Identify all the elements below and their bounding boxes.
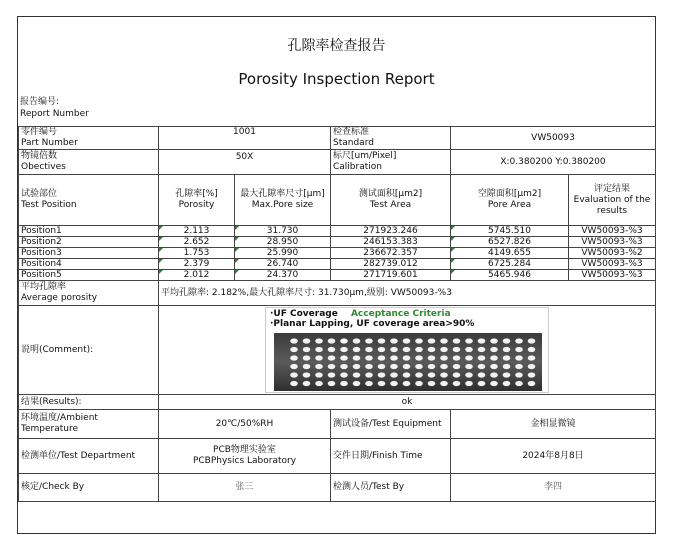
coupon-hole	[340, 372, 348, 377]
col-porosity-en: Porosity	[178, 200, 215, 210]
test-by-value: 李四	[451, 474, 656, 502]
coupon-hole	[403, 364, 411, 369]
equipment-label: 测试设备/Test Equipment	[331, 410, 451, 439]
coupon-hole	[428, 338, 436, 343]
coupon-hole	[378, 355, 386, 360]
coupon-hole	[390, 338, 398, 343]
col-maxpore-header	[235, 175, 331, 226]
equipment-value: 金相显微镜	[451, 410, 656, 439]
acceptance-criteria: Acceptance Criteria	[350, 309, 451, 319]
coupon-hole	[453, 347, 461, 352]
col-maxpore-cn: 最大孔隙率尺寸[μm]	[240, 189, 325, 199]
report-number-en: Report Number	[20, 109, 89, 119]
coupon-hole	[515, 355, 523, 360]
results-value: ok	[159, 395, 656, 410]
col-eval-cn: 评定结果	[593, 183, 630, 194]
uf-coverage-image	[265, 307, 549, 393]
coupon-hole	[340, 381, 348, 386]
coupon-hole	[415, 355, 423, 360]
row-position: Position1	[19, 226, 159, 237]
pcb-coupon-image	[274, 333, 542, 391]
environment-label	[19, 410, 159, 439]
table-row	[19, 237, 656, 248]
coupon-hole	[490, 364, 498, 369]
coupon-hole	[478, 364, 486, 369]
column-header-row	[19, 175, 656, 226]
coupon-hole	[403, 347, 411, 352]
coupon-hole	[390, 355, 398, 360]
col-porearea-header	[451, 175, 569, 226]
coupon-hole	[365, 355, 373, 360]
coupon-hole	[290, 338, 298, 343]
environment-row	[19, 410, 656, 439]
coupon-hole	[490, 381, 498, 386]
row-test-area: 271719.601	[331, 270, 451, 281]
coupon-hole	[403, 338, 411, 343]
col-area-en: Test Area	[369, 200, 412, 210]
department-label: 检测单位/Test Department	[19, 439, 159, 474]
coupon-hole	[303, 338, 311, 343]
coupon-hole	[353, 338, 361, 343]
coupon-hole	[315, 338, 323, 343]
coupon-hole	[528, 381, 536, 386]
coupon-hole	[403, 381, 411, 386]
row-evaluation: VW50093-%3	[569, 226, 656, 237]
coupon-hole	[315, 372, 323, 377]
row-test-area: 246153.383	[331, 237, 451, 248]
coupon-hole	[290, 355, 298, 360]
coupon-hole	[478, 372, 486, 377]
coupon-hole	[415, 347, 423, 352]
coupon-hole	[390, 381, 398, 386]
objectives-label	[19, 150, 159, 175]
col-porosity-cn: 孔隙率[%]	[175, 189, 218, 199]
coupon-hole	[303, 381, 311, 386]
part-number-cn: 零件编号	[21, 127, 58, 137]
coupon-hole	[303, 372, 311, 377]
average-value: 平均孔隙率: 2.182%,最大孔隙率尺寸: 31.730μm,级别: VW50093-%3	[159, 281, 656, 306]
test-by-label: 检测人员/Test By	[331, 474, 451, 502]
coupon-hole	[515, 338, 523, 343]
coupon-hole	[315, 355, 323, 360]
department-value	[159, 439, 331, 474]
coupon-hole	[353, 372, 361, 377]
objectives-row	[19, 150, 656, 175]
coupon-hole	[415, 372, 423, 377]
row-position: Position3	[19, 248, 159, 259]
row-max-pore: 31.730	[235, 226, 331, 237]
col-porearea-cn: 空隙面积[μm2]	[477, 189, 542, 199]
row-position: Position2	[19, 237, 159, 248]
row-position: Position5	[19, 270, 159, 281]
col-area-cn: 测试面积[μm2]	[358, 189, 423, 199]
coupon-hole	[290, 381, 298, 386]
coupon-hole	[315, 364, 323, 369]
coupon-hole	[515, 372, 523, 377]
comment-row	[19, 306, 656, 395]
average-label-cn: 平均孔隙率	[21, 282, 67, 292]
results-row	[19, 395, 656, 410]
coupon-hole	[428, 364, 436, 369]
coupon-hole	[328, 355, 336, 360]
coupon-hole	[290, 347, 298, 352]
col-eval-header	[569, 175, 656, 226]
coupon-hole	[503, 347, 511, 352]
report-number-label	[20, 96, 89, 120]
average-label	[19, 281, 159, 306]
coupon-hole	[478, 355, 486, 360]
report-number-cn: 报告编号:	[20, 97, 60, 107]
row-evaluation: VW50093-%3	[569, 259, 656, 270]
coupon-hole	[340, 355, 348, 360]
coupon-hole	[303, 347, 311, 352]
coupon-hole	[453, 381, 461, 386]
coupon-hole	[478, 338, 486, 343]
table-row	[19, 259, 656, 270]
coupon-hole	[440, 338, 448, 343]
results-label: 结果(Results):	[19, 395, 159, 410]
coupon-hole	[415, 338, 423, 343]
environment-value: 20℃/50%RH	[159, 410, 331, 439]
coupon-hole	[353, 364, 361, 369]
calibration-cn: 标尺[um/Pixel]	[333, 151, 397, 161]
col-eval-en: Evaluation of the results	[573, 194, 651, 216]
standard-cn: 检查标准	[333, 127, 370, 137]
title-chinese: 孔隙率检查报告	[287, 38, 386, 54]
coupon-hole	[528, 355, 536, 360]
coupon-hole	[528, 372, 536, 377]
coupon-hole	[415, 381, 423, 386]
row-max-pore: 24.370	[235, 270, 331, 281]
col-area-header	[331, 175, 451, 226]
department-value-en: PCBPhysics Laboratory	[192, 456, 297, 466]
finish-time-label: 交件日期/Finish Time	[331, 439, 451, 474]
coupon-hole	[453, 338, 461, 343]
coupon-hole	[453, 372, 461, 377]
uf-coverage-title: ·UF Coverage	[270, 309, 338, 319]
row-porosity: 2.113	[159, 226, 235, 237]
coupon-hole	[378, 372, 386, 377]
col-porosity-header	[159, 175, 235, 226]
coupon-hole	[503, 372, 511, 377]
coupon-hole	[428, 347, 436, 352]
coupon-hole	[465, 347, 473, 352]
row-test-area: 236672.357	[331, 248, 451, 259]
department-row	[19, 439, 656, 474]
coupon-hole	[503, 338, 511, 343]
coupon-hole	[453, 355, 461, 360]
coupon-hole	[515, 347, 523, 352]
calibration-label	[331, 150, 451, 175]
coupon-hole	[465, 338, 473, 343]
coupon-hole	[528, 338, 536, 343]
part-number-en: Part Number	[21, 138, 78, 148]
finish-time-value: 2024年8月8日	[451, 439, 656, 474]
coupon-hole	[428, 381, 436, 386]
coupon-hole	[378, 338, 386, 343]
coupon-hole	[365, 381, 373, 386]
coupon-hole	[453, 364, 461, 369]
coupon-hole	[303, 355, 311, 360]
coupon-hole	[390, 347, 398, 352]
coupon-hole	[290, 372, 298, 377]
coupon-hole	[465, 364, 473, 369]
coupon-hole	[503, 355, 511, 360]
coupon-hole	[378, 381, 386, 386]
environment-label-cn: 环境温度/Ambient	[21, 413, 98, 423]
objectives-value: 50X	[159, 150, 331, 175]
coupon-hole	[328, 381, 336, 386]
coupon-hole	[315, 347, 323, 352]
coupon-hole	[440, 355, 448, 360]
standard-label	[331, 127, 451, 150]
planar-lapping-text: ·Planar Lapping, UF coverage area>90%	[270, 319, 475, 329]
row-pore-area: 6527.826	[451, 237, 569, 248]
coupon-hole	[353, 381, 361, 386]
coupon-hole	[365, 372, 373, 377]
col-position-header	[19, 175, 159, 226]
row-max-pore: 26.740	[235, 259, 331, 270]
comment-label: 说明(Comment):	[19, 306, 159, 395]
coupon-hole	[465, 381, 473, 386]
coupon-hole	[378, 364, 386, 369]
row-pore-area: 4149.655	[451, 248, 569, 259]
coupon-hole	[390, 364, 398, 369]
report-table	[18, 126, 656, 502]
col-position-en: Test Position	[21, 200, 77, 210]
part-number-row	[19, 127, 656, 150]
environment-label-en: Temperature	[21, 424, 79, 434]
coupon-hole	[328, 347, 336, 352]
col-position-cn: 试验部位	[21, 189, 58, 199]
coupon-hole	[515, 381, 523, 386]
table-row	[19, 226, 656, 237]
row-porosity: 1.753	[159, 248, 235, 259]
row-max-pore: 28.950	[235, 237, 331, 248]
row-test-area: 282739.012	[331, 259, 451, 270]
coupon-hole	[503, 381, 511, 386]
coupon-hole	[465, 372, 473, 377]
coupon-hole	[503, 364, 511, 369]
row-pore-area: 6725.284	[451, 259, 569, 270]
coupon-hole	[365, 364, 373, 369]
check-row	[19, 474, 656, 502]
coupon-hole	[478, 347, 486, 352]
coupon-hole	[515, 364, 523, 369]
coupon-hole	[415, 364, 423, 369]
standard-value: VW50093	[451, 127, 656, 150]
coupon-hole	[478, 381, 486, 386]
table-row	[19, 270, 656, 281]
row-porosity: 2.379	[159, 259, 235, 270]
coupon-hole	[340, 347, 348, 352]
check-by-label: 核定/Check By	[19, 474, 159, 502]
row-porosity: 2.012	[159, 270, 235, 281]
coupon-hole	[490, 372, 498, 377]
coupon-hole	[465, 355, 473, 360]
row-pore-area: 5745.510	[451, 226, 569, 237]
coupon-hole	[440, 347, 448, 352]
objectives-cn: 物镜倍数	[21, 151, 58, 161]
objectives-en: Obectives	[21, 162, 66, 172]
coupon-hole	[328, 338, 336, 343]
row-evaluation: VW50093-%3	[569, 237, 656, 248]
coupon-hole	[440, 372, 448, 377]
calibration-en: Calibration	[333, 162, 382, 172]
average-row	[19, 281, 656, 306]
coupon-hole	[403, 372, 411, 377]
coupon-hole	[403, 355, 411, 360]
col-maxpore-en: Max.Pore size	[251, 200, 314, 210]
calibration-value: X:0.380200 Y:0.380200	[451, 150, 656, 175]
coupon-hole	[290, 364, 298, 369]
col-porearea-en: Pore Area	[487, 200, 532, 210]
coupon-hole	[490, 347, 498, 352]
department-value-cn: PCB物理实验室	[213, 445, 276, 455]
coupon-hole	[315, 381, 323, 386]
coupon-hole	[428, 355, 436, 360]
report-sheet	[17, 16, 656, 534]
coupon-hole	[440, 381, 448, 386]
coupon-hole	[490, 355, 498, 360]
coupon-hole	[440, 364, 448, 369]
coupon-hole	[490, 338, 498, 343]
coupon-hole	[353, 355, 361, 360]
row-porosity: 2.652	[159, 237, 235, 248]
row-pore-area: 5465.946	[451, 270, 569, 281]
part-number-value: 1001	[159, 127, 331, 150]
coupon-hole	[340, 338, 348, 343]
coupon-hole	[365, 338, 373, 343]
average-label-en: Average porosity	[21, 293, 98, 303]
title-english: Porosity Inspection Report	[238, 70, 435, 88]
row-evaluation: VW50093-%2	[569, 248, 656, 259]
coupon-hole	[528, 347, 536, 352]
coupon-hole	[353, 347, 361, 352]
coupon-hole	[390, 372, 398, 377]
coupon-hole	[328, 364, 336, 369]
check-by-value: 张三	[159, 474, 331, 502]
comment-content	[159, 306, 656, 395]
row-max-pore: 25.990	[235, 248, 331, 259]
row-test-area: 271923.246	[331, 226, 451, 237]
coupon-hole	[365, 347, 373, 352]
part-number-label	[19, 127, 159, 150]
coupon-hole	[328, 372, 336, 377]
coupon-hole	[378, 347, 386, 352]
standard-en: Standard	[333, 138, 374, 148]
row-evaluation: VW50093-%3	[569, 270, 656, 281]
coupon-hole	[303, 364, 311, 369]
coupon-hole	[528, 364, 536, 369]
row-position: Position4	[19, 259, 159, 270]
coupon-hole	[428, 372, 436, 377]
coupon-hole	[340, 364, 348, 369]
table-row	[19, 248, 656, 259]
